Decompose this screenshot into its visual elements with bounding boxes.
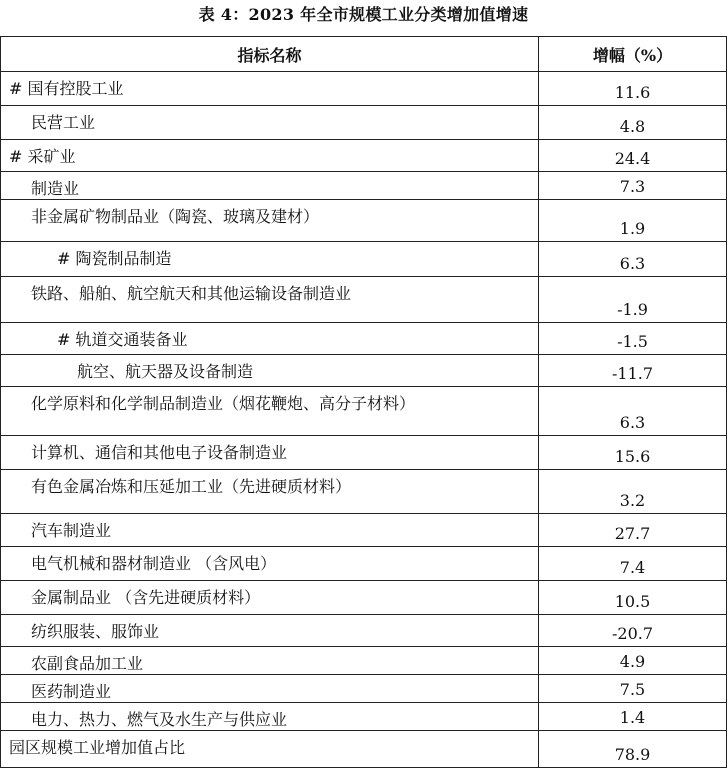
- table-row: [1, 675, 727, 703]
- table-row: [1, 242, 727, 277]
- row-value: 10.5: [539, 581, 727, 615]
- table-row: [1, 355, 727, 387]
- row-name: 非金属矿物制品业（陶瓷、玻璃及建材）: [1, 200, 539, 242]
- row-value: 78.9: [539, 731, 727, 768]
- row-value: 4.8: [539, 106, 727, 140]
- row-name: 有色金属冶炼和压延加工业（先进硬质材料）: [1, 470, 539, 514]
- table-title: 表 4：2023 年全市规模工业分类增加值增速: [198, 5, 529, 24]
- table-row: [1, 140, 727, 172]
- row-value: 7.4: [539, 547, 727, 581]
- row-name: # 采矿业: [1, 140, 539, 172]
- table-header-row: [1, 37, 727, 72]
- row-value: 7.3: [539, 172, 727, 200]
- row-value: -20.7: [539, 615, 727, 647]
- table-row: [1, 615, 727, 647]
- row-value: 24.4: [539, 140, 727, 172]
- row-name: 制造业: [1, 172, 539, 200]
- row-value: 7.5: [539, 675, 727, 703]
- row-name: 铁路、船舶、航空航天和其他运输设备制造业: [1, 277, 539, 323]
- table-row: [1, 647, 727, 675]
- row-value: 6.3: [539, 387, 727, 436]
- table-row: [1, 436, 727, 470]
- table-row: [1, 387, 727, 436]
- row-value: 6.3: [539, 242, 727, 277]
- row-name: 电力、热力、燃气及水生产与供应业: [1, 703, 539, 731]
- row-value: 3.2: [539, 470, 727, 514]
- growth-table: [0, 36, 727, 768]
- row-value: 27.7: [539, 514, 727, 547]
- table-row: [1, 106, 727, 140]
- row-name: 纺织服装、服饰业: [1, 615, 539, 647]
- row-name: 化学原料和化学制品制造业（烟花鞭炮、高分子材料）: [1, 387, 539, 436]
- row-value: 4.9: [539, 647, 727, 675]
- row-name: 航空、航天器及设备制造: [1, 355, 539, 387]
- table-row: [1, 470, 727, 514]
- row-name: # 陶瓷制品制造: [1, 242, 539, 277]
- row-value: 15.6: [539, 436, 727, 470]
- table-row: [1, 731, 727, 768]
- row-name: 民营工业: [1, 106, 539, 140]
- row-value: -1.5: [539, 323, 727, 355]
- table-row: [1, 514, 727, 547]
- table-row: [1, 703, 727, 731]
- row-value: 1.4: [539, 703, 727, 731]
- row-name: 汽车制造业: [1, 514, 539, 547]
- row-name: 园区规模工业增加值占比: [1, 731, 539, 768]
- row-name: # 轨道交通装备业: [1, 323, 539, 355]
- table-row: [1, 172, 727, 200]
- row-value: -11.7: [539, 355, 727, 387]
- row-name: # 国有控股工业: [1, 72, 539, 106]
- table-row: [1, 323, 727, 355]
- table-row: [1, 277, 727, 323]
- row-name: 电气机械和器材制造业 （含风电）: [1, 547, 539, 581]
- table-row: [1, 581, 727, 615]
- header-growth-rate: 增幅（%）: [539, 37, 727, 72]
- table-row: [1, 72, 727, 106]
- header-indicator-name: 指标名称: [1, 37, 539, 72]
- row-name: 农副食品加工业: [1, 647, 539, 675]
- row-name: 金属制品业 （含先进硬质材料）: [1, 581, 539, 615]
- row-value: 1.9: [539, 200, 727, 242]
- row-value: 11.6: [539, 72, 727, 106]
- row-value: -1.9: [539, 277, 727, 323]
- table-row: [1, 547, 727, 581]
- row-name: 计算机、通信和其他电子设备制造业: [1, 436, 539, 470]
- table-row: [1, 200, 727, 242]
- row-name: 医药制造业: [1, 675, 539, 703]
